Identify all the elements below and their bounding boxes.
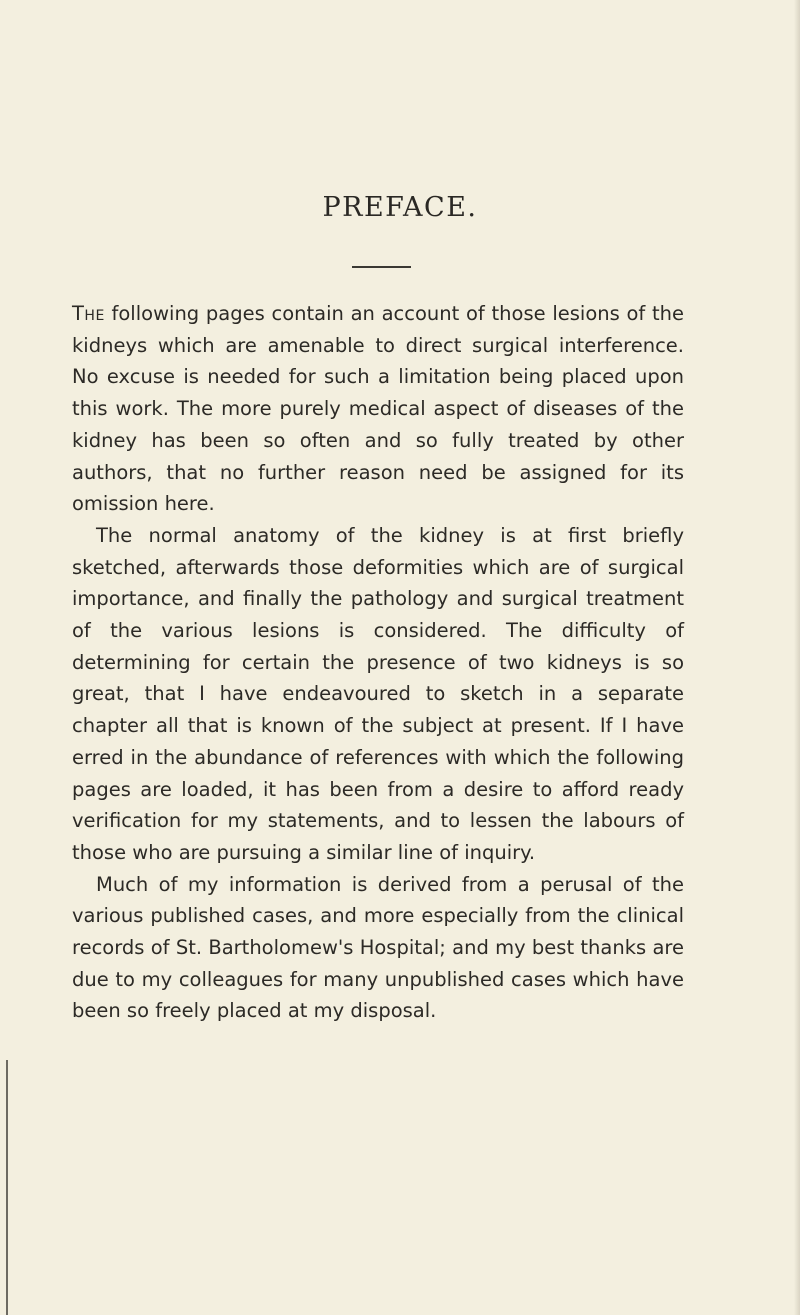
page-title: PREFACE. — [322, 192, 478, 223]
paragraph-3 — [72, 869, 684, 1028]
preface-body — [72, 298, 684, 1027]
paragraph-2 — [72, 520, 684, 869]
title-divider — [352, 266, 411, 268]
paragraph-text: Much of my information is derived from a perusal of the various published cases, and more especially from the clinical records of St. Bartholomew's Hospital; and my best thanks are due to my colleagues for many unpublished cases which have been so freely placed at my disposal. — [72, 872, 684, 1023]
paragraph-lead-word: The — [72, 302, 105, 325]
paragraph-text: The normal anatomy of the kidney is at first briefly sketched, afterwards those deformities which are of surgical importance, and finally the pathology and surgical treatment of the various lesions is considered. The difficulty of determining for certain the presence of two kidneys is so great, that I have endeavoured to sketch in a separate chapter all that is known of the subject at present. If I have erred in the abundance of references with which the following pages are loaded, it has been from a desire to afford ready verification for my statements, and to lessen the labours of those who are pursuing a similar line of inquiry. — [72, 523, 684, 864]
binding-edge-line — [6, 1060, 8, 1315]
paragraph-text: following pages contain an account of those lesions of the kidneys which are amenable to direct surgical interference. No excuse is needed for such a limitation being placed upon this work. The more purely medical aspect of diseases of the kidney has been so often and so fully treated by other authors, that no further reason need be assigned for its omission here. — [72, 302, 684, 516]
paragraph-1 — [72, 298, 684, 520]
